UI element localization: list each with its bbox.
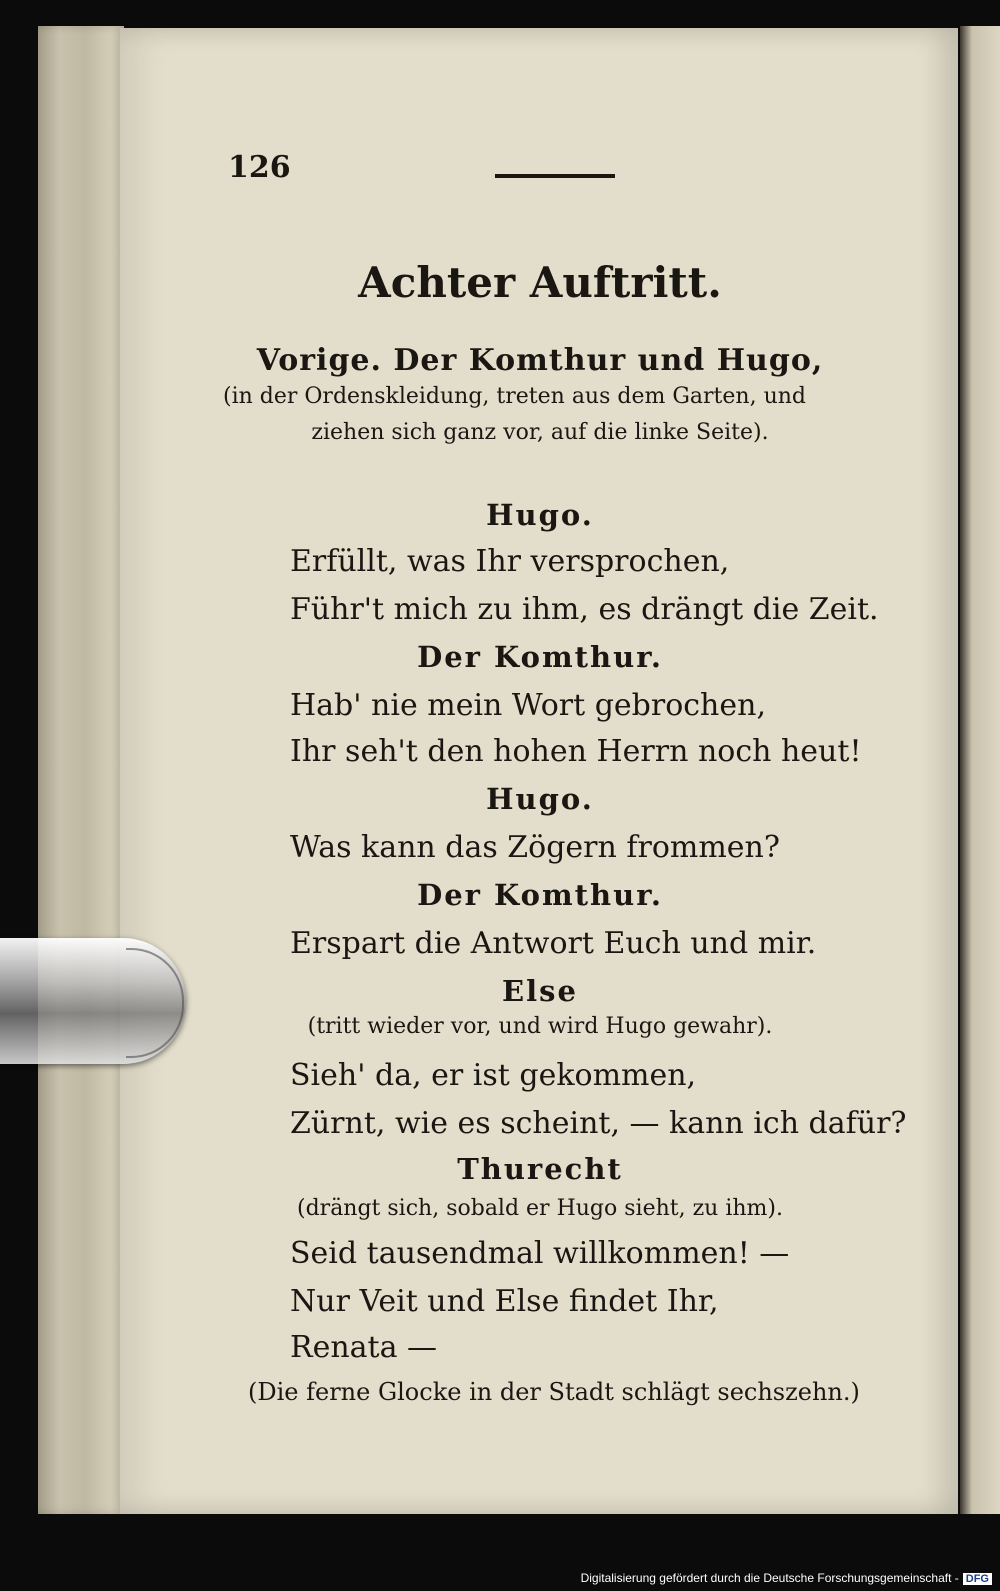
verse-line: Was kann das Zögern frommen? bbox=[290, 830, 780, 865]
verse-line: Nur Veit und Else findet Ihr, bbox=[290, 1284, 719, 1319]
verse-line: Erfüllt, was Ihr versprochen, bbox=[290, 544, 730, 579]
verse-line: Seid tausendmal willkommen! — bbox=[290, 1236, 790, 1271]
speaker-name: Thurecht bbox=[457, 1152, 623, 1186]
speaker-name: Hugo. bbox=[486, 782, 594, 816]
footer-text: Digitalisierung gefördert durch die Deutsche Forschungsgemeinschaft - bbox=[580, 1571, 959, 1585]
verse-line: Sieh' da, er ist gekommen, bbox=[290, 1058, 697, 1093]
speaker-name: Else bbox=[502, 974, 578, 1008]
verse-line: Führ't mich zu ihm, es drängt die Zeit. bbox=[290, 592, 879, 627]
verse-line: Renata — bbox=[290, 1330, 438, 1365]
header-rule bbox=[495, 174, 615, 178]
dfg-logo: DFG bbox=[963, 1573, 992, 1585]
final-stage-direction: (Die ferne Glocke in der Stadt schlägt sechszehn.) bbox=[248, 1378, 860, 1406]
stage-direction-title: Vorige. Der Komthur und Hugo, bbox=[256, 343, 824, 378]
digitization-footer bbox=[581, 1571, 992, 1585]
stage-note: (drängt sich, sobald er Hugo sieht, zu ihm). bbox=[297, 1196, 783, 1221]
stage-note: (tritt wieder vor, und wird Hugo gewahr). bbox=[307, 1014, 773, 1039]
verse-line: Erspart die Antwort Euch und mir. bbox=[290, 926, 817, 961]
speaker-name: Der Komthur. bbox=[417, 640, 663, 674]
stage-direction-line: (in der Ordenskleidung, treten aus dem Garten, und bbox=[223, 384, 806, 409]
verse-line: Zürnt, wie es scheint, — kann ich dafür? bbox=[290, 1106, 907, 1141]
verse-line: Ihr seh't den hohen Herrn noch heut! bbox=[290, 734, 862, 769]
speaker-name: Hugo. bbox=[486, 498, 594, 532]
scene-heading: Achter Auftritt. bbox=[358, 258, 722, 307]
stage-direction-line: ziehen sich ganz vor, auf die linke Seite). bbox=[311, 420, 769, 445]
speaker-name: Der Komthur. bbox=[417, 878, 663, 912]
verse-line: Hab' nie mein Wort gebrochen, bbox=[290, 688, 766, 723]
page-number: 126 bbox=[228, 150, 291, 185]
